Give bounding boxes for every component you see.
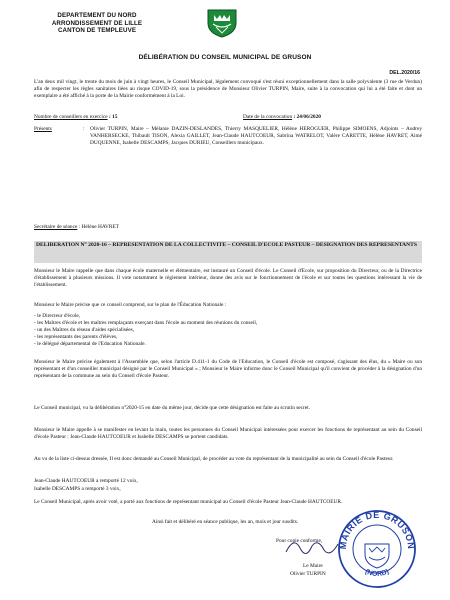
convocation-label: Date de la convocation [243,114,293,120]
vote-result-hautcoeur: Jean-Claude HAUTCOEUR a remporté 12 voix, [34,478,138,484]
secretary [34,224,119,231]
member-count-value: : 15 [108,114,118,120]
list-item: - les représentants des parents d'élèves, [34,334,118,341]
signer-title: Le Maire [303,563,323,569]
vote-result-descamps: Isabelle DESCAMPS a remporté 3 voix, [34,486,121,492]
composition-list [34,313,422,348]
document-title: DÉLIBÉRATION DU CONSEIL MUNICIPAL DE GRUSON [138,54,312,61]
administrative-header [22,12,172,35]
department-line: DEPARTEMENT DU NORD [57,12,137,19]
signer-name: Olivier TURPIN [290,571,326,577]
present-colon: : [83,126,85,132]
list-item: - les Maîtres d'école et les maîtres remplaçants exerçant dans l'école au moment des réunions du conseil, [34,320,258,327]
stamp-text-bottom: (NORD) [363,568,391,578]
deliberation-title: DELIBERATION N° 2020-16 – REPRESENTATION DE LA COLLECTIVITE – CONSEIL D'ECOLE PASTEUR – DESIGNATION DES REPRESENTANTS [36,242,417,248]
list-item: - le Directeur d'école, [34,313,81,319]
deliberation-reference: DEL.2020/16 [389,70,420,76]
paragraph-composition: Monsieur le Maire précise que ce conseil comprend, sur le plan de l'Éducation Nationale : [34,302,227,308]
certified-copy: Pour copie conforme, [276,538,323,544]
mairie-stamp-icon [336,508,418,590]
paragraph-school-council: Monsieur le Maire rappelle que dans chaque école maternelle et élémentaire, est instauré un Conseil d'école. Le Conseil d'Ecole, sur proposition du Directeur, ou de la Directrice d'établissement à plusieurs missions. Il vote notamment le règlement intérieur, donne des avis sur le fonctionnement de l'école et sur toutes les questions intéressant la vie de l'établissement. [34,268,422,289]
convocation-date [243,114,321,121]
member-count [34,114,117,121]
paragraph-outcome: Le Conseil Municipal, après avoir voté, a porté aux fonctions de représentant municipal au Conseil d'école Pasteur Jean-Claude HAUTCOEUR. [34,499,343,505]
list-item: - le délégué départemental de l'Education Nationale. [34,341,146,348]
paragraph-legal-basis: Monsieur le Maire précise également à l'Assemblée que, selon l'article D.411-1 du Code de l'Education, le Conseil d'école est composé, s'agissant des élus, du « Maire ou son représentant et d'un conseiller municipal désigné par le Conseil Municipal » ; Monsieur le Maire informe donc le Conseil Municipal qu'il convient de procéder à la désignation d'un représentant de la commune au sein du Conseil d'école Pasteur. [34,359,422,380]
list-item: - un des Maîtres du réseau d'aides spécialisées, [34,327,135,334]
secretary-label: Secrétaire de séance [34,224,78,230]
present-names: Olivier TURPIN, Maire – Mélanie DAZIN-DESLANDES, Thierry MASQUELIER, Hélène HEROGUER, Philippe SIMOENS, Adjoints – Audrey VANHERSECKE, Thibault TISON, Alexia GAILLET, Jean-Claude HAUTCOEUR, Sabrina WATRELOT, Valère CARETTE, Hélène HAVRET, Aimé DUQUENNE, Isabelle DESCAMPS, Jacques DURIEU, Conseillers municipaux. [90,126,422,147]
member-count-label: Nombre de conseillers en exercice [34,114,108,120]
present-label: Présents [34,126,52,132]
paragraph-candidates: Monsieur le Maire appelle à se manifester en levant la main, toutes les personnes du Conseil Municipal intéressées pour exercer les fonctions de représentant au sein du Conseil d'école Pasteur : Jean-Claude HAUTCOEUR et Isabelle DESCAMPS se portent candidats. [34,427,422,441]
intro-paragraph: L'an deux mil vingt, le trente du mois de juin à vingt heures, le Conseil Municipal, légalement convoqué s'est réuni exceptionnellement dans la salle polyvalente (3 rue de Verdun) afin de respecter les règles sanitaires liées au risque COVID-19, sous la présidence de Monsieur Olivier TURPIN, Maire, suite à la convocation qui lui a été faite et dont un exemplaire a été affiché à la porte de la Mairie conformément à la Loi. [34,79,422,100]
closing-statement: Ainsi fait et délibéré en séance publique, les an, mois et jour susdits. [152,519,299,525]
paragraph-secret-ballot: Le Conseil municipal, vu la délibération n°2020-15 en date du même jour, décide que cette désignation est faite au scrutin secret. [34,405,310,411]
svg-text:(NORD) [364,568,390,578]
coat-of-arms-icon [205,8,239,38]
secretary-value: : Hélène HAVRET [78,224,119,230]
stamp-text-top: MAIRIE DE GRUSON [337,509,417,550]
arrondissement-line: ARRONDISSEMENT DE LILLE [51,19,143,27]
paragraph-vote-request: Au vu de la liste ci-dessus dressée, Il est donc demandé au Conseil Municipal, de procéder au vote du représentant de la municipalité au sein du Conseil d'école Pasteur. [34,456,394,462]
canton-line: CANTON DE TEMPLEUVE [57,27,137,35]
convocation-value: : 24/06/2020 [293,114,321,120]
